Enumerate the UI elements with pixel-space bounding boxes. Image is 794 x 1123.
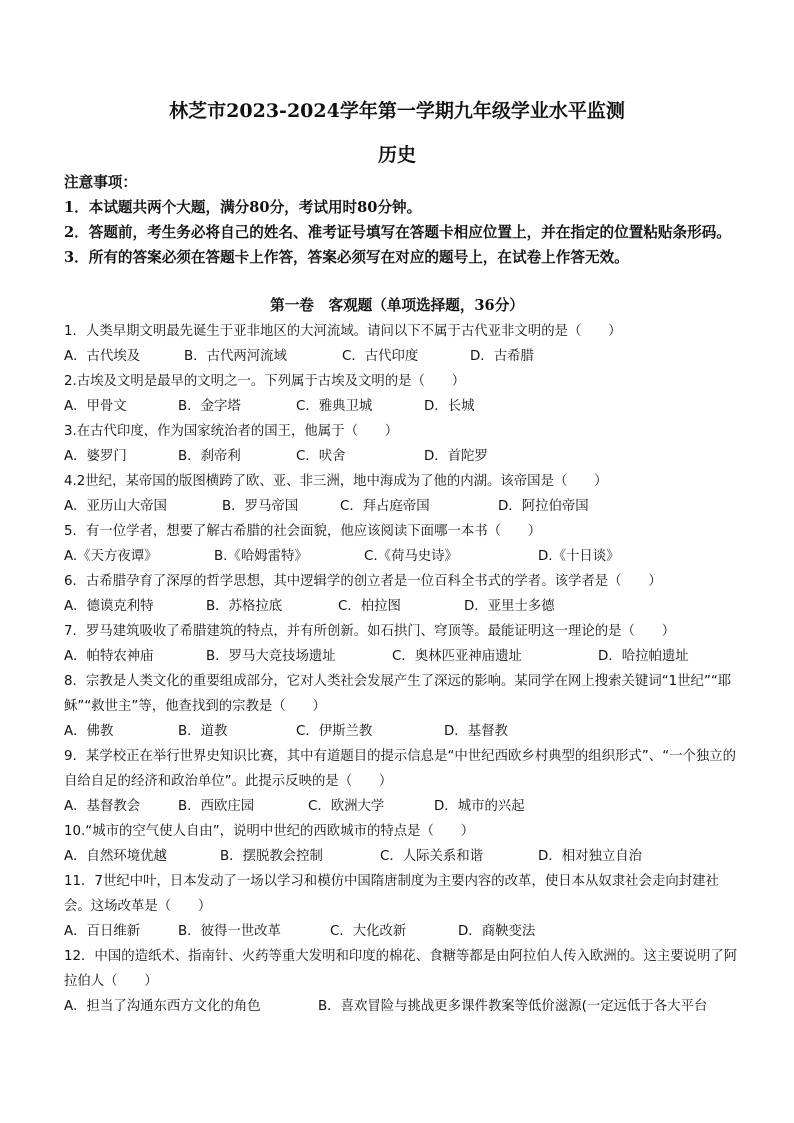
question-stem: 6．古希腊孕育了深厚的哲学思想，其中逻辑学的创立者是一位百科全书式的学者。该学者是（ ） xyxy=(64,574,662,589)
option-b: B．西欧庄园 xyxy=(178,799,255,814)
question-item xyxy=(64,669,740,744)
question-item xyxy=(64,619,740,669)
option-d: D.《十日谈》 xyxy=(538,549,620,564)
option-b: B．道教 xyxy=(178,724,228,739)
section-title: 第一卷 客观题（单项选择题，36分） xyxy=(270,297,524,314)
question-item xyxy=(64,519,740,569)
option-d: D．相对独立自治 xyxy=(538,849,643,864)
option-d: D．长城 xyxy=(424,399,475,414)
option-c: C．欧洲大学 xyxy=(308,799,385,814)
option-a: A．亚历山大帝国 xyxy=(64,499,167,514)
question-stem: 12．中国的造纸术、指南针、火药等重大发明和印度的棉花、食糖等都是由阿拉伯人传入欧洲的。这主要说明了阿拉伯人（ ） xyxy=(64,949,738,989)
question-item xyxy=(64,869,740,944)
option-d: D．哈拉帕遗址 xyxy=(598,649,689,664)
option-a: A．甲骨文 xyxy=(64,399,127,414)
option-c: C．古代印度 xyxy=(342,349,419,364)
question-stem: 7．罗马建筑吸收了希腊建筑的特点，并有所创新。如石拱门、穹顶等。最能证明这一理论的是（ ） xyxy=(64,624,676,639)
option-row xyxy=(64,544,740,569)
option-c: C．吠舍 xyxy=(296,449,346,464)
option-b: B．罗马大竞技场遗址 xyxy=(206,649,336,664)
option-a: A．帕特农神庙 xyxy=(64,649,154,664)
option-row xyxy=(64,494,740,519)
option-a: A．佛教 xyxy=(64,724,114,739)
question-item xyxy=(64,369,740,419)
option-d: D．基督教 xyxy=(444,724,508,739)
question-stem: 8．宗教是人类文化的重要组成部分，它对人类社会发展产生了深远的影响。某同学在网上搜索关键词“1世纪”“耶稣”“救世主”等，他查找到的宗教是（ ） xyxy=(64,674,732,714)
option-b: B．苏格拉底 xyxy=(206,599,283,614)
option-row xyxy=(64,719,740,744)
option-d: D．城市的兴起 xyxy=(434,799,525,814)
option-c: C．拜占庭帝国 xyxy=(340,499,430,514)
exam-subject: 历史 xyxy=(377,144,416,166)
option-d: D．首陀罗 xyxy=(424,449,488,464)
option-c: C.《荷马史诗》 xyxy=(364,549,458,564)
option-d: D．阿拉伯帝国 xyxy=(498,499,589,514)
question-item xyxy=(64,319,740,369)
option-b: B．刹帝利 xyxy=(178,449,241,464)
question-stem: 3.在古代印度，作为国家统治者的国王，他属于（ ） xyxy=(64,424,399,439)
option-b: B．古代两河流域 xyxy=(184,349,287,364)
option-row xyxy=(64,994,740,1019)
option-d: D．商鞅变法 xyxy=(458,924,536,939)
option-b: B．金字塔 xyxy=(178,399,241,414)
option-b: B．罗马帝国 xyxy=(222,499,299,514)
question-list xyxy=(64,319,740,1019)
exam-title: 林芝市2023-2024学年第一学期九年级学业水平监测 xyxy=(169,100,625,122)
option-row xyxy=(64,594,740,619)
option-c: C．雅典卫城 xyxy=(296,399,373,414)
option-b: B．彼得一世改革 xyxy=(178,924,281,939)
question-item xyxy=(64,469,740,519)
option-a: A．百日维新 xyxy=(64,924,141,939)
option-b: B．摆脱教会控制 xyxy=(220,849,323,864)
question-item xyxy=(64,944,740,1019)
option-d: D．亚里士多德 xyxy=(464,599,555,614)
question-stem: 11．7世纪中叶，日本发动了一场以学习和模仿中国隋唐制度为主要内容的改革，使日本从奴隶社会走向封建社会。这场改革是（ ） xyxy=(64,874,719,914)
option-a: A．担当了沟通东西方文化的角色 xyxy=(64,999,261,1014)
option-a: A.《天方夜谭》 xyxy=(64,549,158,564)
option-row xyxy=(64,344,740,369)
question-item xyxy=(64,419,740,469)
question-item xyxy=(64,744,740,819)
option-a: A．基督教会 xyxy=(64,799,141,814)
option-a: A．婆罗门 xyxy=(64,449,127,464)
notes-heading: 注意事项： xyxy=(64,174,137,191)
question-stem: 10.“城市的空气使人自由”，说明中世纪的西欧城市的特点是（ ） xyxy=(64,824,475,839)
question-stem: 4.2世纪，某帝国的版图横跨了欧、亚、非三洲，地中海成为了他的内湖。该帝国是（ ） xyxy=(64,474,608,489)
option-row xyxy=(64,919,740,944)
question-stem: 9．某学校正在举行世界史知识比赛，其中有道题目的提示信息是“中世纪西欧乡村典型的组织形式”、“一个独立的自给自足的经济和政治单位”。此提示反映的是（ ） xyxy=(64,749,737,789)
option-d: D．古希腊 xyxy=(470,349,534,364)
option-b: B．喜欢冒险与挑战更多课件教案等低价滋源(一定远低于各大平台 xyxy=(318,999,708,1014)
notes-block xyxy=(64,170,738,270)
note-item: 2．答题前，考生务必将自己的姓名、准考证号填写在答题卡相应位置上，并在指定的位置粘贴条形码。 xyxy=(64,224,731,241)
option-row xyxy=(64,844,740,869)
option-c: C．柏拉图 xyxy=(338,599,401,614)
option-c: C．奥林匹亚神庙遗址 xyxy=(392,649,522,664)
question-item xyxy=(64,569,740,619)
option-c: C．伊斯兰教 xyxy=(296,724,373,739)
option-c: C．大化改新 xyxy=(330,924,407,939)
option-c: C．人际关系和谐 xyxy=(380,849,484,864)
option-a: A．自然环境优越 xyxy=(64,849,167,864)
option-row xyxy=(64,394,740,419)
note-item: 1．本试题共两个大题，满分80分，考试用时80分钟。 xyxy=(64,199,422,216)
question-stem: 1．人类早期文明最先诞生于亚非地区的大河流域。请问以下不属于古代亚非文明的是（ ） xyxy=(64,324,622,339)
question-item xyxy=(64,819,740,869)
option-a: A．古代埃及 xyxy=(64,349,141,364)
question-stem: 5．有一位学者，想要了解古希腊的社会面貌，他应该阅读下面哪一本书（ ） xyxy=(64,524,542,539)
option-row xyxy=(64,644,740,669)
question-stem: 2.古埃及文明是最早的文明之一。下列属于古埃及文明的是（ ） xyxy=(64,374,466,389)
option-a: A．德谟克利特 xyxy=(64,599,154,614)
option-b: B.《哈姆雷特》 xyxy=(214,549,308,564)
option-row xyxy=(64,444,740,469)
option-row xyxy=(64,794,740,819)
note-item: 3．所有的答案必须在答题卡上作答，答案必须写在对应的题号上，在试卷上作答无效。 xyxy=(64,249,629,266)
